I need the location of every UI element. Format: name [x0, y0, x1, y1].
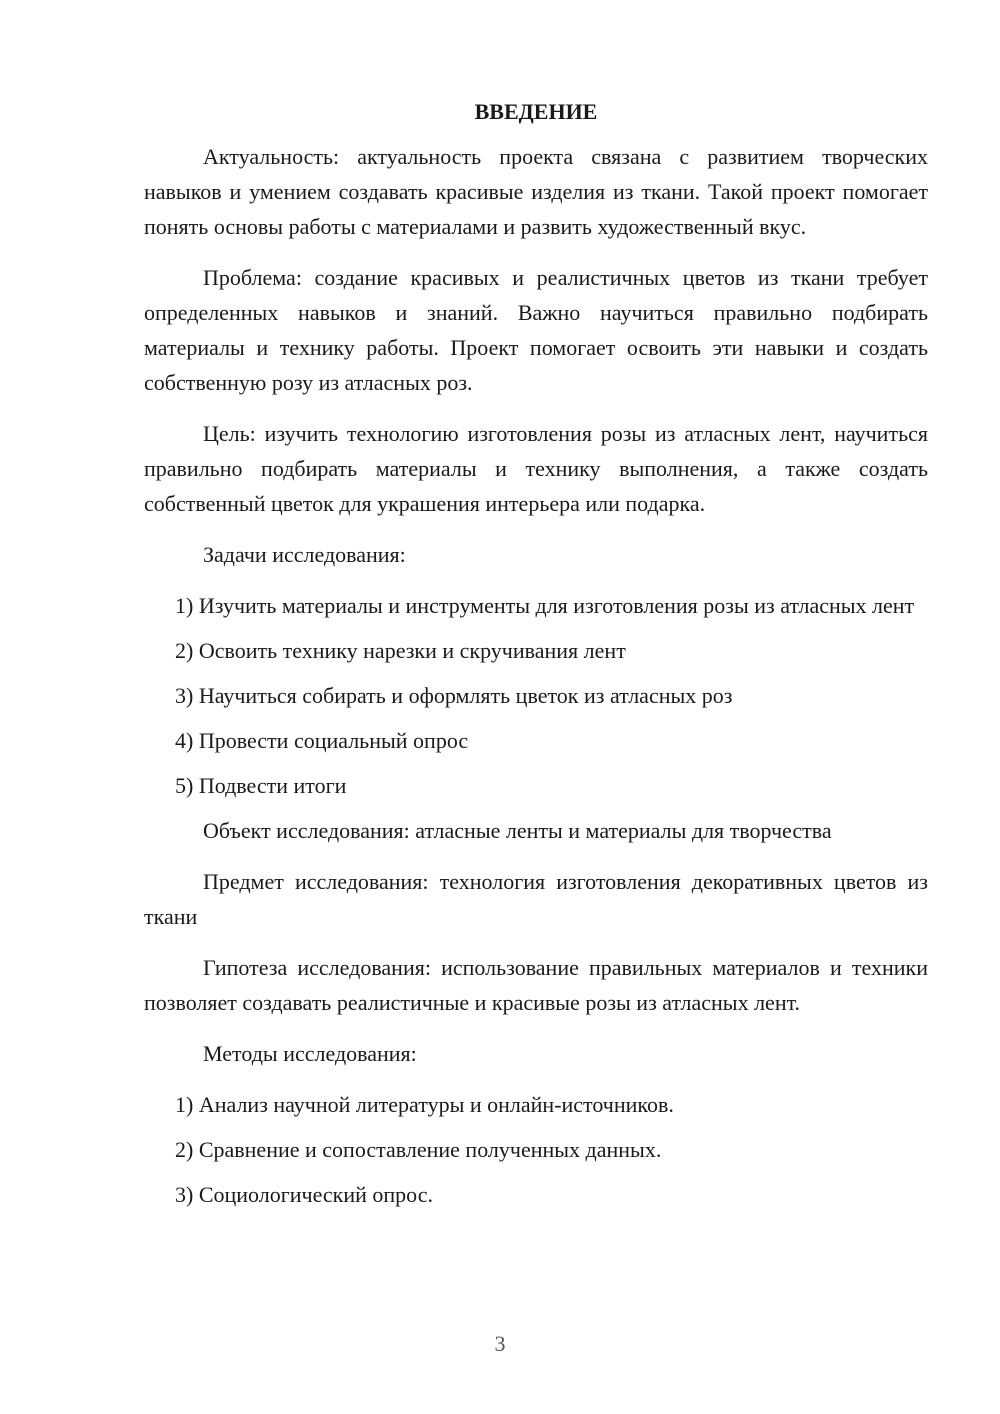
method-item: 3) Социологический опрос. [175, 1182, 433, 1207]
task-item: 1) Изучить материалы и инструменты для изготовления розы из атласных лент [175, 593, 915, 618]
document-page [144, 94, 928, 1222]
task-item: 5) Подвести итоги [175, 773, 347, 798]
section-title: ВВЕДЕНИЕ [474, 99, 598, 124]
task-item: 3) Научиться собирать и оформлять цветок из атласных роз [175, 683, 733, 708]
task-item: 4) Провести социальный опрос [175, 728, 469, 753]
tasks-heading: Задачи исследования: [203, 542, 406, 567]
problem-paragraph: Проблема: создание красивых и реалистичных цветов из ткани требует определенных навыков и знаний. Важно научиться правильно подбирать материалы и технику работы. Проект помогает освоить эти навыки и создать собственную розу из атласных роз. [144, 265, 928, 395]
method-item: 2) Сравнение и сопоставление полученных данных. [175, 1137, 662, 1162]
methods-list [144, 1087, 928, 1212]
relevance-paragraph: Актуальность: актуальность проекта связана с развитием творческих навыков и умением создавать красивые изделия из ткани. Такой проект помогает понять основы работы с материалами и развить художественный вкус. [144, 144, 928, 239]
page-number: 3 [494, 1331, 506, 1356]
tasks-list [144, 588, 928, 803]
object-paragraph: Объект исследования: атласные ленты и материалы для творчества [203, 818, 832, 843]
goal-paragraph: Цель: изучить технологию изготовления розы из атласных лент, научиться правильно подбирать материалы и технику выполнения, а также создать собственный цветок для украшения интерьера или подарка. [144, 421, 928, 516]
method-item: 1) Анализ научной литературы и онлайн-источников. [175, 1092, 674, 1117]
methods-heading: Методы исследования: [203, 1041, 417, 1066]
subject-paragraph: Предмет исследования: технология изготовления декоративных цветов из ткани [144, 869, 928, 929]
task-item: 2) Освоить технику нарезки и скручивания лент [175, 638, 626, 663]
hypothesis-paragraph: Гипотеза исследования: использование правильных материалов и техники позволяет создавать реалистичные и красивые розы из атласных лент. [144, 955, 928, 1015]
